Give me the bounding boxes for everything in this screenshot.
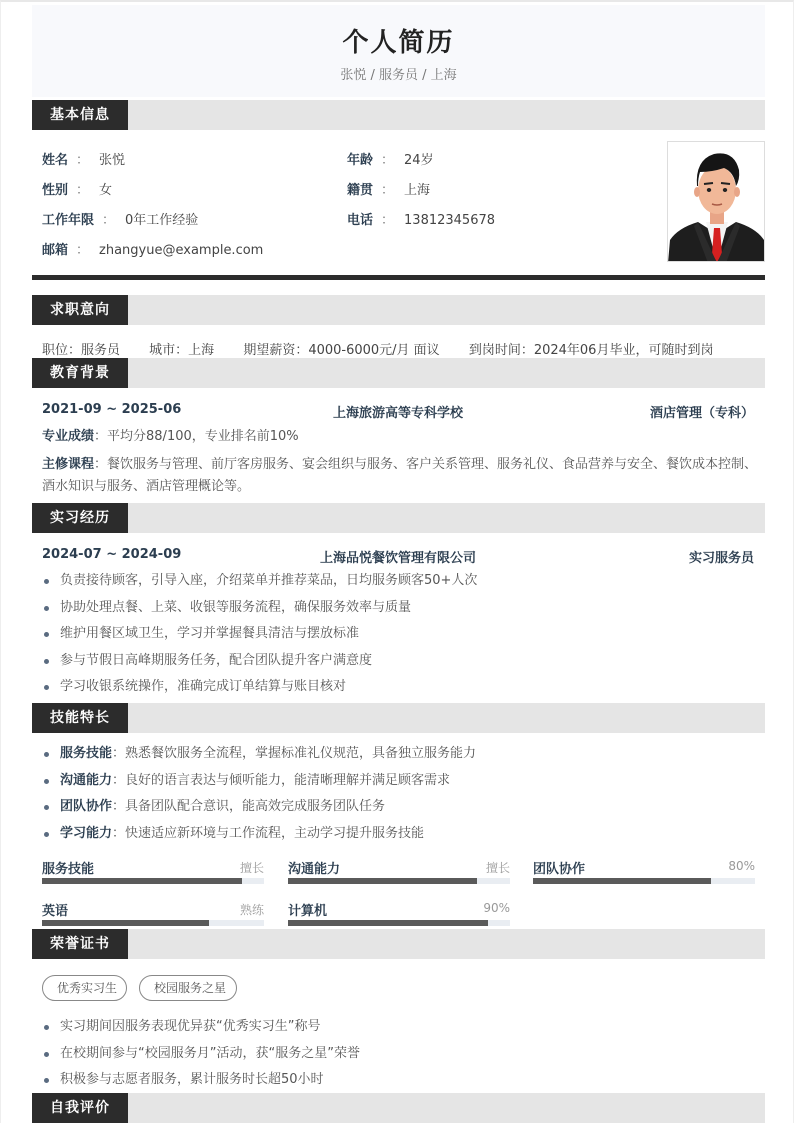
info-colon: ：	[381, 183, 395, 198]
skill-bar-fill	[288, 878, 477, 884]
skill-bar-level: 80%	[728, 859, 755, 873]
skill-bar-track	[533, 878, 755, 884]
section-title: 教育背景	[32, 358, 128, 388]
skill-label: 团队协作	[60, 799, 113, 814]
skill-text: ：熟悉餐饮服务全流程，掌握标准礼仪规范，具备独立服务能力	[112, 746, 477, 761]
intent-position: 职位：服务员	[42, 343, 121, 358]
skill-bar-label: 计算机	[288, 904, 328, 919]
list-item	[42, 768, 476, 795]
info-origin	[347, 179, 430, 198]
avatar-photo	[667, 141, 765, 262]
section-title: 荣誉证书	[32, 929, 128, 959]
skill-bar-teamwork	[533, 858, 755, 877]
section-header-skills	[32, 703, 765, 733]
skill-label: 服务技能	[60, 746, 113, 761]
section-title: 基本信息	[32, 100, 128, 130]
skill-bar-level: 90%	[483, 901, 510, 915]
list-item: 在校期间参与“校园服务月”活动，获“服务之星”荣誉	[42, 1041, 360, 1068]
internship-role: 实习服务员	[688, 551, 754, 566]
info-value: 上海	[404, 183, 431, 198]
section-title: 实习经历	[32, 503, 128, 533]
skills-bullets	[42, 741, 476, 847]
page-title: 个人简历	[342, 28, 455, 58]
info-value: 24岁	[404, 153, 434, 168]
education-period: 2021-09 ~ 2025-06	[42, 402, 182, 417]
skill-text: ：快速适应新环境与工作流程，主动学习提升服务技能	[112, 825, 425, 841]
honor-tag	[42, 975, 127, 1001]
skill-bar-track	[42, 920, 264, 926]
info-label: 性别	[42, 183, 69, 198]
list-item	[42, 794, 476, 821]
info-label: 电话	[347, 213, 374, 228]
skill-label: 沟通能力	[60, 772, 113, 788]
list-item	[42, 741, 476, 768]
skill-bar-label: 团队协作	[533, 862, 586, 877]
education-school: 上海旅游高等专科学校	[332, 406, 463, 421]
info-colon: ：	[76, 153, 90, 168]
info-name	[42, 149, 125, 168]
phone-value[interactable]: 13812345678	[404, 213, 496, 228]
list-item: 负责接待顾客，引导入座，介绍菜单并推荐菜品，日均服务顾客50+人次	[42, 568, 477, 595]
info-label: 年龄	[347, 153, 374, 168]
skill-bar-english	[42, 900, 264, 919]
info-value: 0年工作经验	[125, 213, 199, 228]
intent-city: 城市：上海	[149, 343, 215, 358]
internship-company: 上海品悦餐饮管理有限公司	[319, 551, 476, 566]
list-item: 实习期间因服务表现优异获“优秀实习生”称号	[42, 1014, 360, 1041]
skill-bar-track	[288, 920, 510, 926]
internship-period: 2024-07 ~ 2024-09	[42, 547, 182, 562]
list-item: 参与节假日高峰期服务任务，配合团队提升客户满意度	[42, 648, 477, 675]
skill-bar-fill	[42, 920, 209, 926]
skill-bar-fill	[533, 878, 711, 884]
list-item: 维护用餐区域卫生，学习并掌握餐具清洁与摆放标准	[42, 621, 477, 648]
section-title: 求职意向	[32, 295, 128, 325]
honors-bullets	[42, 1014, 360, 1094]
list-item	[42, 821, 476, 848]
honor-tag	[139, 975, 237, 1001]
education-courses	[42, 454, 758, 498]
skill-bar-level: 擅长	[239, 861, 264, 875]
intent-salary: 期望薪资：4000-6000元/月 面议	[243, 343, 440, 358]
page-subtitle: 张悦 / 服务员 / 上海	[340, 68, 457, 83]
honor-tag-label: 校园服务之星	[154, 981, 227, 995]
skill-bar-computer	[288, 900, 510, 919]
skill-bar-fill	[42, 878, 242, 884]
person-avatar-icon	[668, 142, 765, 262]
education-grades	[42, 426, 758, 448]
section-header-internship	[32, 503, 765, 533]
section-title: 技能特长	[32, 703, 128, 733]
section-divider	[32, 275, 765, 280]
skill-bar-label: 沟通能力	[288, 862, 341, 877]
info-phone	[347, 209, 495, 228]
info-label: 籍贯	[347, 183, 374, 198]
info-colon: ：	[76, 243, 90, 258]
skill-bar-communication	[288, 858, 510, 877]
section-header-honors	[32, 929, 765, 959]
education-major: 酒店管理（专科）	[649, 406, 754, 421]
skill-bar-service	[42, 858, 264, 877]
job-intent-row	[42, 339, 738, 358]
skill-bar-label: 英语	[42, 904, 69, 919]
list-item: 学习收银系统操作，准确完成订单结算与账目核对	[42, 674, 477, 701]
info-work-years	[42, 209, 198, 228]
skill-bar-track	[288, 878, 510, 884]
section-header-self-eval	[32, 1093, 765, 1123]
internship-bullets	[42, 568, 477, 701]
info-value: 张悦	[99, 153, 126, 168]
skill-bar-fill	[288, 920, 488, 926]
info-colon: ：	[381, 153, 395, 168]
info-label: 工作年限	[42, 213, 95, 228]
info-email	[42, 239, 263, 258]
info-gender	[42, 179, 112, 198]
info-colon: ：	[381, 213, 395, 228]
skill-text: ：具备团队配合意识，能高效完成服务团队任务	[112, 799, 386, 814]
section-header-education	[32, 358, 765, 388]
info-label: 姓名	[42, 153, 69, 168]
info-colon: ：	[102, 213, 116, 228]
info-age	[347, 149, 434, 168]
honor-tag-label: 优秀实习生	[57, 981, 118, 995]
resume-header	[32, 5, 765, 97]
courses-text: ：餐饮服务与管理、前厅客房服务、宴会组织与服务、客户关系管理、服务礼仪、食品营养与安全、餐饮成本控制、酒水知识与服务、酒店管理概论等。	[42, 457, 758, 494]
section-header-intent	[32, 295, 765, 325]
skill-bar-label: 服务技能	[42, 862, 95, 877]
section-title: 自我评价	[32, 1093, 128, 1123]
info-value: 女	[99, 183, 113, 198]
info-label: 邮箱	[42, 243, 69, 258]
skill-bar-level: 擅长	[485, 861, 510, 875]
skill-text: ：良好的语言表达与倾听能力，能清晰理解并满足顾客需求	[112, 772, 451, 788]
grades-label: 专业成绩	[42, 429, 95, 444]
skill-bar-level: 熟练	[239, 903, 264, 917]
list-item: 协助处理点餐、上菜、收银等服务流程，确保服务效率与质量	[42, 595, 477, 622]
skill-label: 学习能力	[60, 825, 113, 841]
skill-bar-track	[42, 878, 264, 884]
list-item: 积极参与志愿者服务，累计服务时长超50小时	[42, 1067, 360, 1094]
section-header-basic	[32, 100, 765, 130]
info-colon: ：	[76, 183, 90, 198]
courses-label: 主修课程	[42, 457, 95, 472]
intent-availability: 到岗时间：2024年06月毕业，可随时到岗	[468, 343, 714, 358]
email-value[interactable]: zhangyue@example.com	[99, 243, 264, 258]
grades-text: ：平均分88/100，专业排名前10%	[94, 429, 299, 444]
